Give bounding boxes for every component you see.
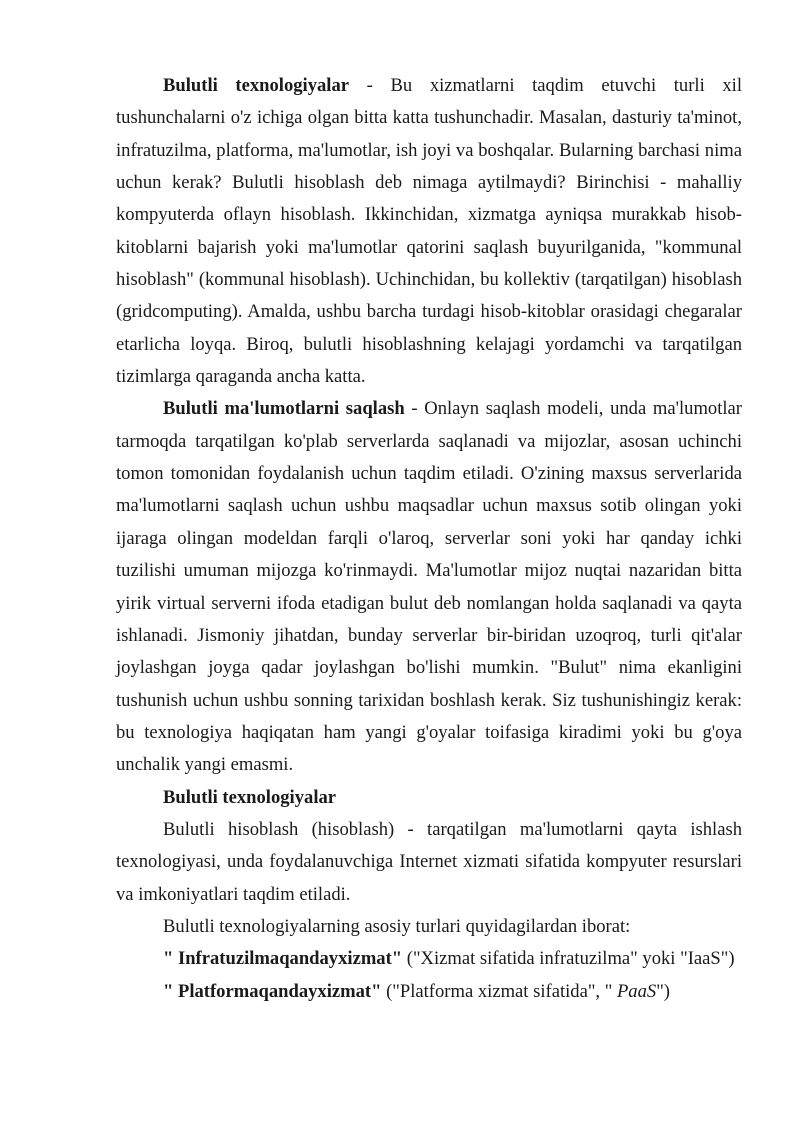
item-text: ("Xizmat sifatida infratuzilma" yoki "IaaS") <box>402 948 735 970</box>
list-item-paas <box>116 976 742 1008</box>
abbreviation-paas: PaaS <box>616 980 657 1002</box>
term-paas: " Platformaqandayxizmat" <box>163 980 382 1002</box>
paragraph-types-intro: Bulutli texnologiyalarning asosiy turlari quyidagilardan iborat: <box>163 915 631 937</box>
term-cloud-technologies: Bulutli texnologiyalar <box>163 75 350 96</box>
term-cloud-storage: Bulutli ma'lumotlarni saqlash <box>163 398 405 420</box>
item-text: ("Platforma xizmat sifatida", " <box>381 980 617 1002</box>
list-item-iaas <box>116 943 742 975</box>
item-text-end: ") <box>656 980 670 1002</box>
section-heading: Bulutli texnologiyalar <box>163 786 337 808</box>
term-iaas: " Infratuzilmaqandayxizmat" <box>163 948 403 970</box>
paragraph-cloud-technologies <box>116 70 742 393</box>
paragraph-text: - Bu xizmatlarni taqdim etuvchi turli xil tushunchalarni o'z ichiga olgan bitta katta tushunchadir. Masalan, dasturiy ta'minot, infratuzilma, platforma, ma'lumotlar, ish joyi va boshqalar. Bularning barchasi nima uchun kerak? Bulutli hisoblash deb nimaga aytilmaydi? Birinchisi - mahalliy kompyuterda oflayn hisoblash. Ikkinchidan, xizmatga ayniqsa murakkab hisob-kitoblarni bajarish yoki ma'lumotlar qatorini saqlash buyurilganida, "kommunal hisoblash" (kommunal hisoblash). Uchinchidan, bu kollektiv (tarqatilgan) hisoblash (gridcomputing). Amalda, ushbu barcha turdagi hisob-kitoblar orasidagi chegaralar etarlicha loyqa. Biroq, bulutli hisoblashning kelajagi yordamchi va tarqatilgan tizimlarga qaraganda ancha katta. <box>116 75 742 388</box>
document-body <box>116 70 742 1008</box>
paragraph-cloud-computing-definition: Bulutli hisoblash (hisoblash) - tarqatilgan ma'lumotlarni qayta ishlash texnologiyasi, unda foydalanuvchiga Internet xizmati sifatida kompyuter resurslari va imkoniyatlari taqdim etiladi. <box>116 818 742 905</box>
paragraph-text: - Onlayn saqlash modeli, unda ma'lumotlar tarmoqda tarqatilgan ko'plab serverlarda saqlanadi va mijozlar, asosan uchinchi tomon tomonidan foydalanish uchun taqdim etiladi. O'zining maxsus serverlarida ma'lumotlarni saqlash uchun ushbu maqsadlar uchun maxsus sotib olingan yoki ijaraga olingan modeldan farqli o'laroq, serverlar soni yoki har qanday ichki tuzilishi umuman mijozga ko'rinmaydi. Ma'lumotlar mijoz nuqtai nazaridan bitta yirik virtual serverni ifoda etadigan bulut deb nomlangan holda saqlanadi va qayta ishlanadi. Jismoniy jihatdan, bunday serverlar bir-biridan uzoqroq, turli qit'alar joylashgan joyga qadar joylashgan bo'lishi mumkin. "Bulut" nima ekanligini tushunish uchun ushbu sonning tarixidan boshlash kerak. Siz tushunishingiz kerak: bu texnologiya haqiqatan ham yangi g'oyalar toifasiga kiradimi yoki bu g'oya unchalik yangi emasmi. <box>116 398 742 776</box>
paragraph-cloud-storage <box>116 393 742 781</box>
